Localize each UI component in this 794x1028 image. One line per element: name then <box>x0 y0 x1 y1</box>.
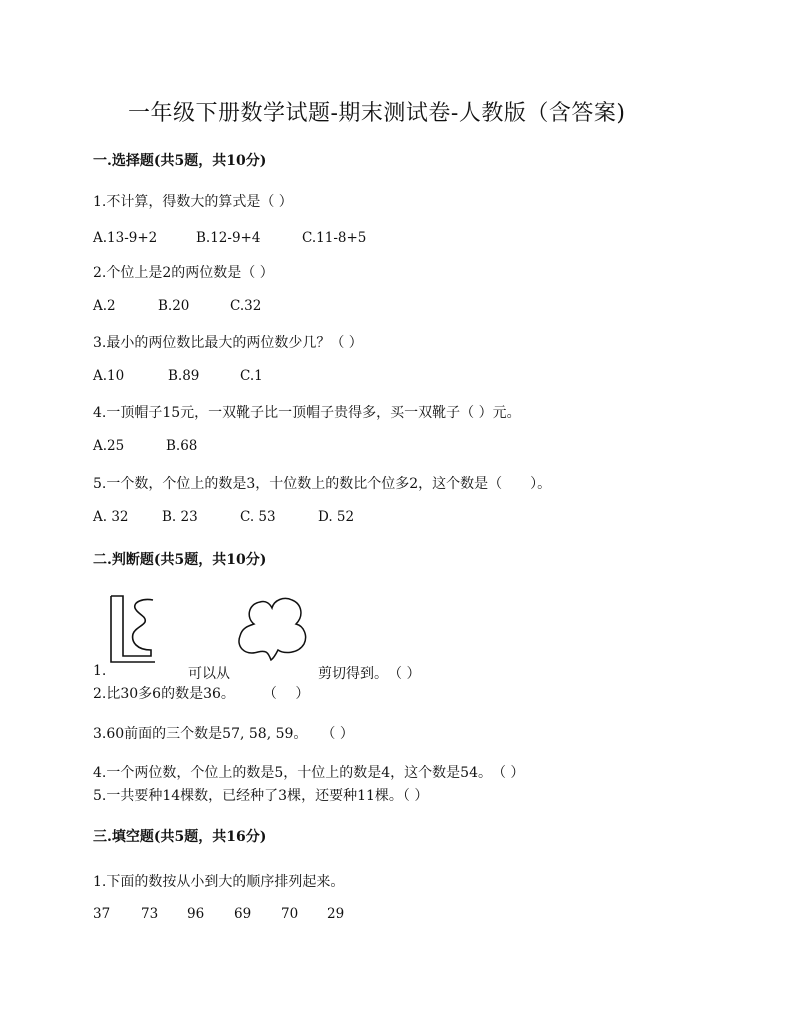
cloud-flower-shape-image <box>234 594 308 666</box>
number-item: 69 <box>234 906 252 922</box>
section-heading-fill-blank: 三.填空题(共5题，共16分) <box>93 829 267 845</box>
number-item: 96 <box>187 906 205 922</box>
question-text: 5.一共要种14棵数，已经种了3棵，还要种11棵。（ ） <box>93 788 429 804</box>
option-c: C.32 <box>230 298 262 314</box>
page-title: 一年级下册数学试题-期末测试卷-人教版（含答案) <box>128 101 626 126</box>
question-text: 3.60前面的三个数是57, 58, 59。 （ ） <box>93 726 354 742</box>
number-item: 29 <box>327 906 345 922</box>
option-d: D. 52 <box>318 509 355 525</box>
option-a: A. 32 <box>93 509 129 525</box>
question-text: 4.一个两位数，个位上的数是5，十位上的数是4，这个数是54。 （ ） <box>93 765 525 781</box>
option-b: B.20 <box>158 298 190 314</box>
option-b: B.68 <box>166 438 198 454</box>
question-text: 1.下面的数按从小到大的顺序排列起来。 <box>93 874 345 890</box>
option-c: C.1 <box>240 368 263 384</box>
section-heading-judgment: 二.判断题(共5题，共10分) <box>93 552 267 568</box>
question-text: 1.不计算，得数大的算式是（ ） <box>93 194 293 210</box>
question-text: 5.一个数，个位上的数是3，十位数上的数比个位多2，这个数是（ ）。 <box>93 476 552 492</box>
option-b: B.12-9+4 <box>196 230 261 246</box>
question-text-end: 剪切得到。 （ ） <box>318 666 421 682</box>
option-c: C. 53 <box>240 509 276 525</box>
question-number: 1. <box>93 663 107 679</box>
cut-paper-square-image <box>107 594 159 664</box>
section-heading-choice: 一.选择题(共5题，共10分) <box>93 153 267 169</box>
question-text: 4.一顶帽子15元，一双靴子比一顶帽子贵得多，买一双靴子（ ）元。 <box>93 405 521 421</box>
question-text-middle: 可以从 <box>188 666 230 682</box>
number-item: 70 <box>281 906 299 922</box>
option-b: B.89 <box>168 368 200 384</box>
option-b: B. 23 <box>162 509 198 525</box>
question-text: 3.最小的两位数比最大的两位数少几？（ ） <box>93 335 363 351</box>
option-a: A.2 <box>93 298 116 314</box>
option-a: A.10 <box>93 368 125 384</box>
number-item: 37 <box>93 906 111 922</box>
option-a: A.13-9+2 <box>93 230 158 246</box>
question-text: 2.比30多6的数是36。 （ ） <box>93 686 310 702</box>
option-c: C.11-8+5 <box>302 230 367 246</box>
number-item: 73 <box>141 906 159 922</box>
question-text: 2.个位上是2的两位数是（ ） <box>93 265 274 281</box>
option-a: A.25 <box>93 438 125 454</box>
